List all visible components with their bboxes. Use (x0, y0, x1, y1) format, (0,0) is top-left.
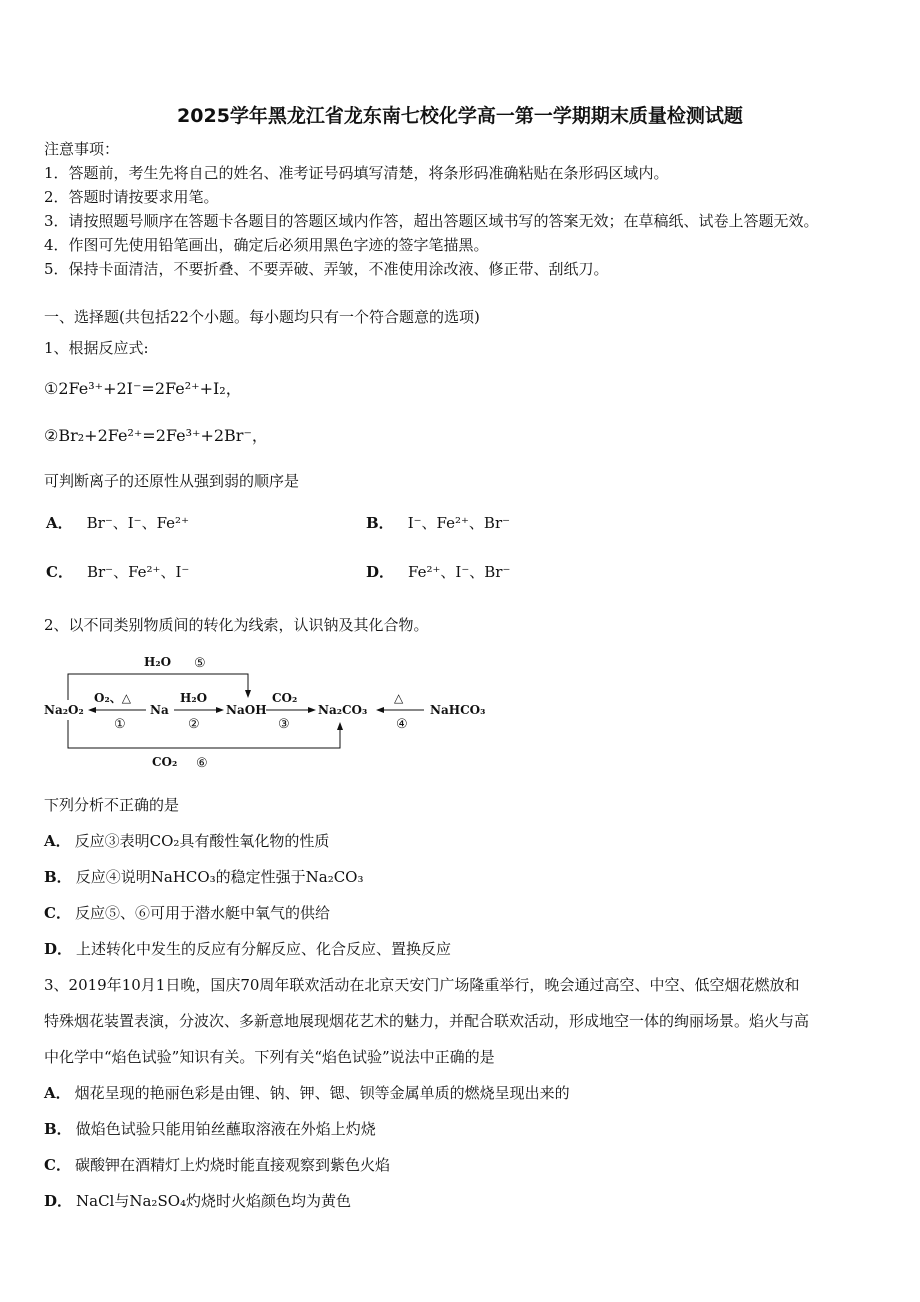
notice-item-3: 3．请按照题号顺序在答题卡各题目的答题区域内作答，超出答题区域书写的答案无效；在草稿纸、试卷上答题无效。 (44, 212, 819, 230)
arrowhead-6 (337, 722, 343, 730)
reaction-number-1: ① (114, 717, 126, 732)
option-text: 反应③表明CO₂具有酸性氧化物的性质 (74, 832, 330, 850)
species-naoh: NaOH (226, 703, 267, 717)
q2-stem: 2、以不同类别物质间的转化为线索，认识钠及其化合物。 (44, 616, 429, 634)
option-text: Br⁻、I⁻、Fe²⁺ (86, 514, 189, 532)
option-text: 碳酸钾在酒精灯上灼烧时能直接观察到紫色火焰 (74, 1156, 390, 1174)
option-text: 上述转化中发生的反应有分解反应、化合反应、置换反应 (76, 940, 452, 958)
q1-equation-1: ①2Fe³⁺+2I⁻=2Fe²⁺+I₂， (44, 379, 242, 398)
condition-2: H₂O (180, 691, 208, 705)
notice-item-4: 4．作图可先使用铅笔画出，确定后必须用黑色字迹的签字笔描黑。 (44, 236, 489, 254)
reaction-number-2: ② (188, 717, 200, 732)
condition-1: O₂、△ (94, 691, 131, 705)
option-label: A． (44, 1084, 71, 1102)
option-label: A． (44, 832, 71, 850)
q3-stem-line-1: 3、2019年10月1日晚，国庆70周年联欢活动在北京天安门广场隆重举行，晚会通过高空、中空、低空烟花燃放和 (44, 976, 800, 994)
option-label: B． (44, 1120, 72, 1138)
option-text: NaCl与Na₂SO₄灼烧时火焰颜色均为黄色 (76, 1192, 352, 1210)
reaction-number-6: ⑥ (196, 756, 208, 771)
arrowhead-1 (88, 707, 96, 713)
q1-stem: 1、根据反应式: (44, 339, 149, 357)
notice-item-5: 5．保持卡面清洁，不要折叠、不要弄破、弄皱，不准使用涂改液、修正带、刮纸刀。 (44, 260, 609, 278)
condition-5: H₂O (144, 655, 172, 669)
species-na2o2: Na₂O₂ (44, 703, 84, 717)
condition-4: △ (394, 691, 404, 705)
condition-6: CO₂ (152, 755, 178, 769)
arrowhead-4 (376, 707, 384, 713)
q2-option-a (44, 830, 329, 852)
q3-option-d (44, 1190, 351, 1212)
species-nahco3: NaHCO₃ (430, 703, 486, 717)
species-na2co3: Na₂CO₃ (318, 703, 368, 717)
arrowhead-5 (245, 690, 251, 698)
q1-option-d (366, 561, 510, 583)
arrowhead-3 (308, 707, 316, 713)
option-text: 做焰色试验只能用铂丝蘸取溶液在外焰上灼烧 (75, 1120, 376, 1138)
q3-option-a (44, 1082, 570, 1104)
option-text: 烟花呈现的艳丽色彩是由锂、钠、钾、锶、钡等金属单质的燃烧呈现出来的 (74, 1084, 570, 1102)
q2-option-d (44, 938, 451, 960)
loop-line-6 (68, 720, 340, 748)
section-heading: 一、选择题(共包括22个小题。每小题均只有一个符合题意的选项) (44, 308, 480, 326)
notice-item-2: 2．答题时请按要求用笔。 (44, 188, 219, 206)
q3-stem-line-2: 特殊烟花装置表演，分波次、多新意地展现烟花艺术的魅力，并配合联欢活动，形成地空一体的绚丽场景。焰火与高 (44, 1012, 810, 1030)
arrowhead-2 (216, 707, 224, 713)
option-label: D． (366, 563, 395, 581)
option-label: B． (366, 514, 394, 532)
reaction-number-5: ⑤ (194, 656, 206, 671)
option-label: B． (44, 868, 72, 886)
reaction-number-4: ④ (396, 717, 408, 732)
condition-3: CO₂ (272, 691, 298, 705)
q1-option-b (366, 512, 510, 534)
q1-question: 可判断离子的还原性从强到弱的顺序是 (44, 472, 300, 490)
option-text: Fe²⁺、I⁻、Br⁻ (408, 563, 511, 581)
option-text: Br⁻、Fe²⁺、I⁻ (86, 563, 190, 581)
q1-equation-2: ②Br₂+2Fe²⁺=2Fe³⁺+2Br⁻， (44, 426, 268, 445)
q2-option-c (44, 902, 330, 924)
notice-item-1: 1．答题前，考生先将自己的姓名、准考证号码填写清楚，将条形码准确粘贴在条形码区域内。 (44, 164, 669, 182)
q1-option-c (46, 561, 189, 583)
notice-heading: 注意事项： (44, 140, 120, 158)
q2-option-b (44, 866, 364, 888)
q1-option-a (46, 512, 189, 534)
q2-question: 下列分析不正确的是 (44, 796, 180, 814)
option-text: I⁻、Fe²⁺、Br⁻ (407, 514, 511, 532)
page-title: 2025学年黑龙江省龙东南七校化学高一第一学期期末质量检测试题 (177, 105, 743, 127)
option-label: A． (46, 514, 73, 532)
option-text: 反应⑤、⑥可用于潜水艇中氧气的供给 (74, 904, 330, 922)
option-label: D． (44, 1192, 73, 1210)
q3-stem-line-3: 中化学中“焰色试验”知识有关。下列有关“焰色试验”说法中正确的是 (44, 1048, 495, 1066)
option-label: D． (44, 940, 73, 958)
option-label: C． (44, 1156, 71, 1174)
sodium-conversion-diagram (40, 648, 510, 778)
species-na: Na (150, 703, 169, 717)
reaction-number-3: ③ (278, 717, 290, 732)
q3-option-b (44, 1118, 376, 1140)
option-label: C． (46, 563, 73, 581)
option-text: 反应④说明NaHCO₃的稳定性强于Na₂CO₃ (75, 868, 364, 886)
option-label: C． (44, 904, 71, 922)
q3-option-c (44, 1154, 390, 1176)
